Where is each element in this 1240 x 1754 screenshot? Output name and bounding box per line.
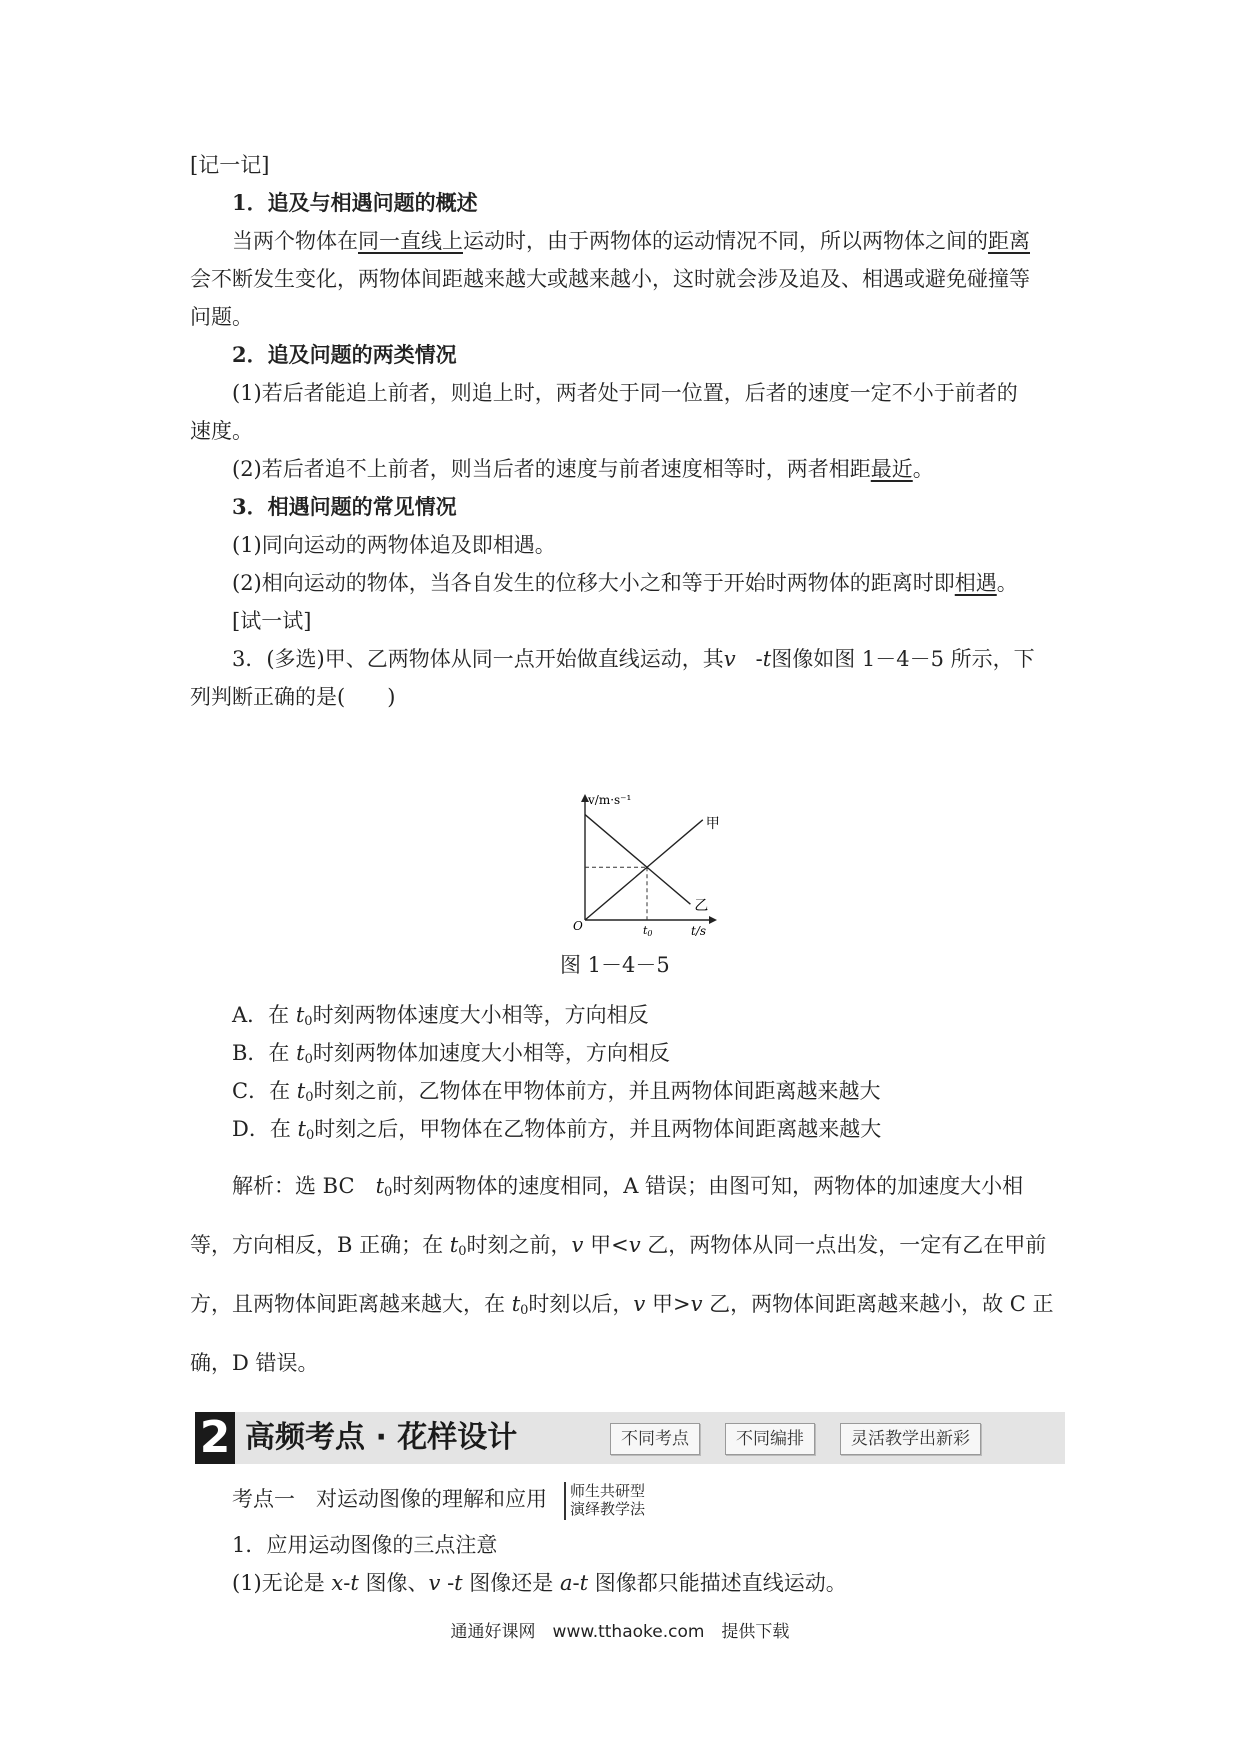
option-d: D．在 $t_0$时刻之后，甲物体在乙物体前方，并且两物体间距离越来越大 xyxy=(232,1117,882,1143)
kaodian-p1: 1．应用运动图像的三点注意 xyxy=(232,1533,498,1557)
section-2-p1-line-2: 速度。 xyxy=(190,419,253,443)
underline-nearest: 最近 xyxy=(870,457,913,481)
banner-tag-2: 不同编排 xyxy=(725,1423,815,1455)
kaodian-tag: 师生共研型 演绎教学法 xyxy=(570,1482,646,1518)
underline-same-line: 同一直线上 xyxy=(358,229,463,253)
banner-number: 2 xyxy=(195,1412,235,1464)
kaodian-divider xyxy=(564,1482,566,1520)
option-c: C．在 $t_0$时刻之前，乙物体在甲物体前方，并且两物体间距离越来越大 xyxy=(232,1079,881,1105)
section-2-p1-line-1: (1)若后者能追上前者，则追上时，两者处于同一位置，后者的速度一定不小于前者的 xyxy=(232,381,1018,405)
origin-label: O xyxy=(573,919,583,933)
series-label-yi: 乙 xyxy=(694,898,709,915)
banner-tag-3: 灵活教学出新彩 xyxy=(840,1423,981,1455)
y-axis-label: v/m·s⁻¹ xyxy=(588,793,632,807)
section-2-title: 2．追及问题的两类情况 xyxy=(232,342,457,367)
section-1-line-3: 问题。 xyxy=(190,305,253,329)
section-3-p2: (2)相向运动的物体，当各自发生的位移大小之和等于开始时两物体的距离时即相遇。 xyxy=(232,571,1018,595)
analysis-line-3: 方，且两物体间距离越来越大，在 $t_0$时刻以后，v 甲>v 乙，两物体间距离越来越小，故 C 正 xyxy=(190,1292,1054,1318)
section-2-p2: (2)若后者追不上前者，则当后者的速度与前者速度相等时，两者相距最近。 xyxy=(232,457,934,481)
section-1-line-1: 当两个物体在同一直线上运动时，由于两物体的运动情况不同，所以两物体之间的距离 xyxy=(232,229,1030,253)
remember-heading: [记一记] xyxy=(190,153,270,177)
question-line-2: 列判断正确的是( ) xyxy=(190,685,396,709)
series-line-jia xyxy=(585,820,703,920)
underline-meet: 相遇 xyxy=(954,571,997,595)
option-a: A．在 $t_0$时刻两物体速度大小相等，方向相反 xyxy=(232,1003,649,1029)
question-line-1: 3．(多选)甲、乙两物体从同一点开始做直线运动，其v -t图像如图 1－4－5 所示，下 xyxy=(232,647,1035,671)
banner-title: 高频考点 · 花样设计 xyxy=(245,1420,518,1455)
section-1-line-2: 会不断发生变化，两物体间距越来越大或越来越小，这时就会涉及追及、相遇或避免碰撞等 xyxy=(190,267,1030,291)
kaodian-p2: (1)无论是 x-t 图像、v -t 图像还是 a-t 图像都只能描述直线运动。 xyxy=(232,1571,847,1595)
kaodian-heading: 考点一 对运动图像的理解和应用 xyxy=(232,1487,547,1511)
footer: 通通好课网 www.tthaoke.com 提供下载 xyxy=(450,1622,790,1642)
option-b: B．在 $t_0$时刻两物体加速度大小相等，方向相反 xyxy=(232,1041,670,1067)
t0-tick-label: t0 xyxy=(643,924,653,938)
analysis-line-4: 确，D 错误。 xyxy=(190,1351,319,1375)
series-line-yi xyxy=(585,815,690,905)
section-banner xyxy=(195,1412,1065,1464)
velocity-time-graph xyxy=(565,790,725,940)
underline-distance: 距离 xyxy=(988,229,1030,253)
figure-caption: 图 1－4－5 xyxy=(560,953,670,977)
section-3-p1: (1)同向运动的两物体追及即相遇。 xyxy=(232,533,556,557)
x-axis-label: t/s xyxy=(691,924,707,938)
try-heading: [试一试] xyxy=(232,609,312,633)
series-label-jia: 甲 xyxy=(705,815,720,832)
banner-tag-1: 不同考点 xyxy=(610,1423,700,1455)
section-1-title: 1．追及与相遇问题的概述 xyxy=(232,190,478,215)
analysis-line-1: 解析：选 BC $t_0$时刻两物体的速度相同，A 错误；由图可知，两物体的加速度大小相 xyxy=(232,1174,1024,1200)
section-3-title: 3．相遇问题的常见情况 xyxy=(232,494,457,519)
analysis-line-2: 等，方向相反，B 正确；在 $t_0$时刻之前，v 甲<v 乙，两物体从同一点出发，一定有乙在甲前 xyxy=(190,1233,1047,1259)
